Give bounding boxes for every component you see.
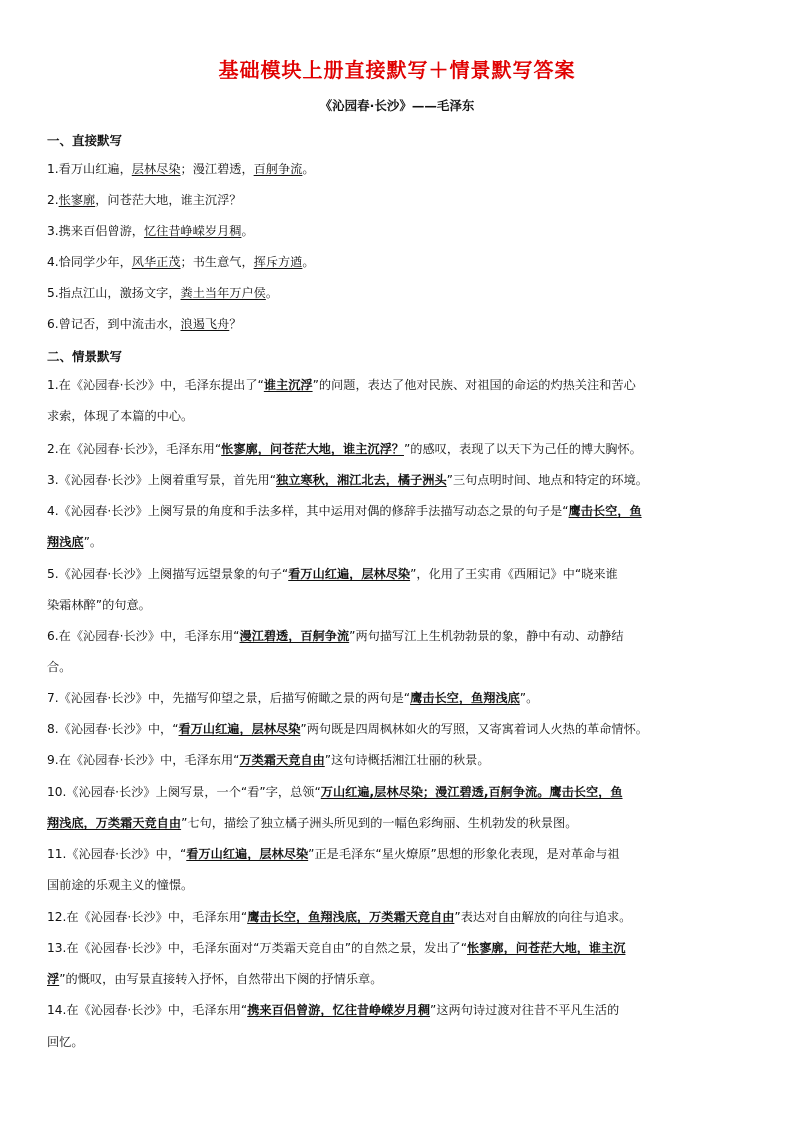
direct-item: 6.曾记否，到中流击水，浪遏飞舟？ <box>47 317 242 331</box>
scenario-item-line: 2.在《沁园春·长沙》，毛泽东用“怅寥廓，问苍茫大地，谁主沉浮？”的感叹，表现了以天下为己任的博大胸怀。 <box>47 442 642 456</box>
direct-item: 4.恰同学少年，风华正茂；书生意气，挥斥方遒。 <box>47 255 315 269</box>
direct-item: 2.怅寥廓，问苍茫大地，谁主沉浮？ <box>47 193 242 207</box>
section-heading-direct: 一、直接默写 <box>47 133 123 148</box>
scenario-item-line: 1.在《沁园春·长沙》中，毛泽东提出了“谁主沉浮”的问题，表达了他对民族、对祖国的命运的灼热关注和苦心 <box>47 378 636 392</box>
scenario-item-line: 13.在《沁园春·长沙》中，毛泽东面对“万类霜天竞自由”的自然之景，发出了“怅寥廓，问苍茫大地，谁主沉 <box>47 941 626 955</box>
scenario-item-line: 翔浅底”。 <box>47 535 103 549</box>
scenario-item-line: 国前途的乐观主义的憧憬。 <box>47 878 194 892</box>
scenario-item-line: 14.在《沁园春·长沙》中，毛泽东用“携来百侣曾游，忆往昔峥嵘岁月稠”这两句诗过渡对往昔不平凡生活的 <box>47 1003 620 1017</box>
scenario-item-line: 11.《沁园春·长沙》中，“看万山红遍，层林尽染”正是毛泽东“星火燎原”思想的形象化表现，是对革命与祖 <box>47 847 620 861</box>
direct-item: 3.携来百侣曾游，忆往昔峥嵘岁月稠。 <box>47 224 254 238</box>
page-title: 基础模块上册直接默写＋情景默写答案 <box>218 58 576 82</box>
poem-subtitle: 《沁园春·长沙》——毛泽东 <box>319 98 475 113</box>
direct-item: 1.看万山红遍，层林尽染；漫江碧透，百舸争流。 <box>47 162 315 176</box>
section-heading-scenario: 二、情景默写 <box>47 349 123 364</box>
scenario-item-line: 8.《沁园春·长沙》中，“看万山红遍，层林尽染”两句既是四周枫林如火的写照，又寄寓着词人火热的革命情怀。 <box>47 722 648 736</box>
scenario-item-line: 7.《沁园春·长沙》中，先描写仰望之景，后描写俯瞰之景的两句是“鹰击长空，鱼翔浅底”。 <box>47 691 539 705</box>
scenario-item-line: 12.在《沁园春·长沙》中，毛泽东用“鹰击长空，鱼翔浅底，万类霜天竞自由”表达对自由解放的向往与追求。 <box>47 910 632 924</box>
scenario-item-line: 浮”的慨叹，由写景直接转入抒怀，自然带出下阕的抒情乐章。 <box>47 972 383 986</box>
scenario-item-line: 4.《沁园春·长沙》上阕写景的角度和手法多样，其中运用对偶的修辞手法描写动态之景的句子是“鹰击长空，鱼 <box>47 504 642 518</box>
scenario-item-line: 5.《沁园春·长沙》上阕描写远望景象的句子“看万山红遍，层林尽染”，化用了王实甫《西厢记》中“晓来谁 <box>47 567 618 581</box>
scenario-item-line: 翔浅底，万类霜天竞自由”七句，描绘了独立橘子洲头所见到的一幅色彩绚丽、生机勃发的秋景图。 <box>47 816 578 830</box>
scenario-item-line: 求索，体现了本篇的中心。 <box>47 409 194 423</box>
scenario-item-line: 9.在《沁园春·长沙》中，毛泽东用“万类霜天竞自由”这句诗概括湘江壮丽的秋景。 <box>47 753 490 767</box>
scenario-item-line: 6.在《沁园春·长沙》中，毛泽东用“漫江碧透，百舸争流”两句描写江上生机勃勃景的象，静中有动、动静结 <box>47 629 624 643</box>
direct-item: 5.指点江山，激扬文字，粪土当年万户侯。 <box>47 286 279 300</box>
scenario-item-line: 回忆。 <box>47 1035 84 1049</box>
scenario-item-line: 3.《沁园春·长沙》上阕着重写景，首先用“独立寒秋，湘江北去，橘子洲头”三句点明时间、地点和特定的环境。 <box>47 473 648 487</box>
scenario-item-line: 10.《沁园春·长沙》上阕写景，一个“看”字，总领“万山红遍,层林尽染；漫江碧透,百舸争流。鹰击长空，鱼 <box>47 785 623 799</box>
scenario-item-line: 合。 <box>47 660 72 674</box>
scenario-item-line: 染霜林醉”的句意。 <box>47 598 151 612</box>
